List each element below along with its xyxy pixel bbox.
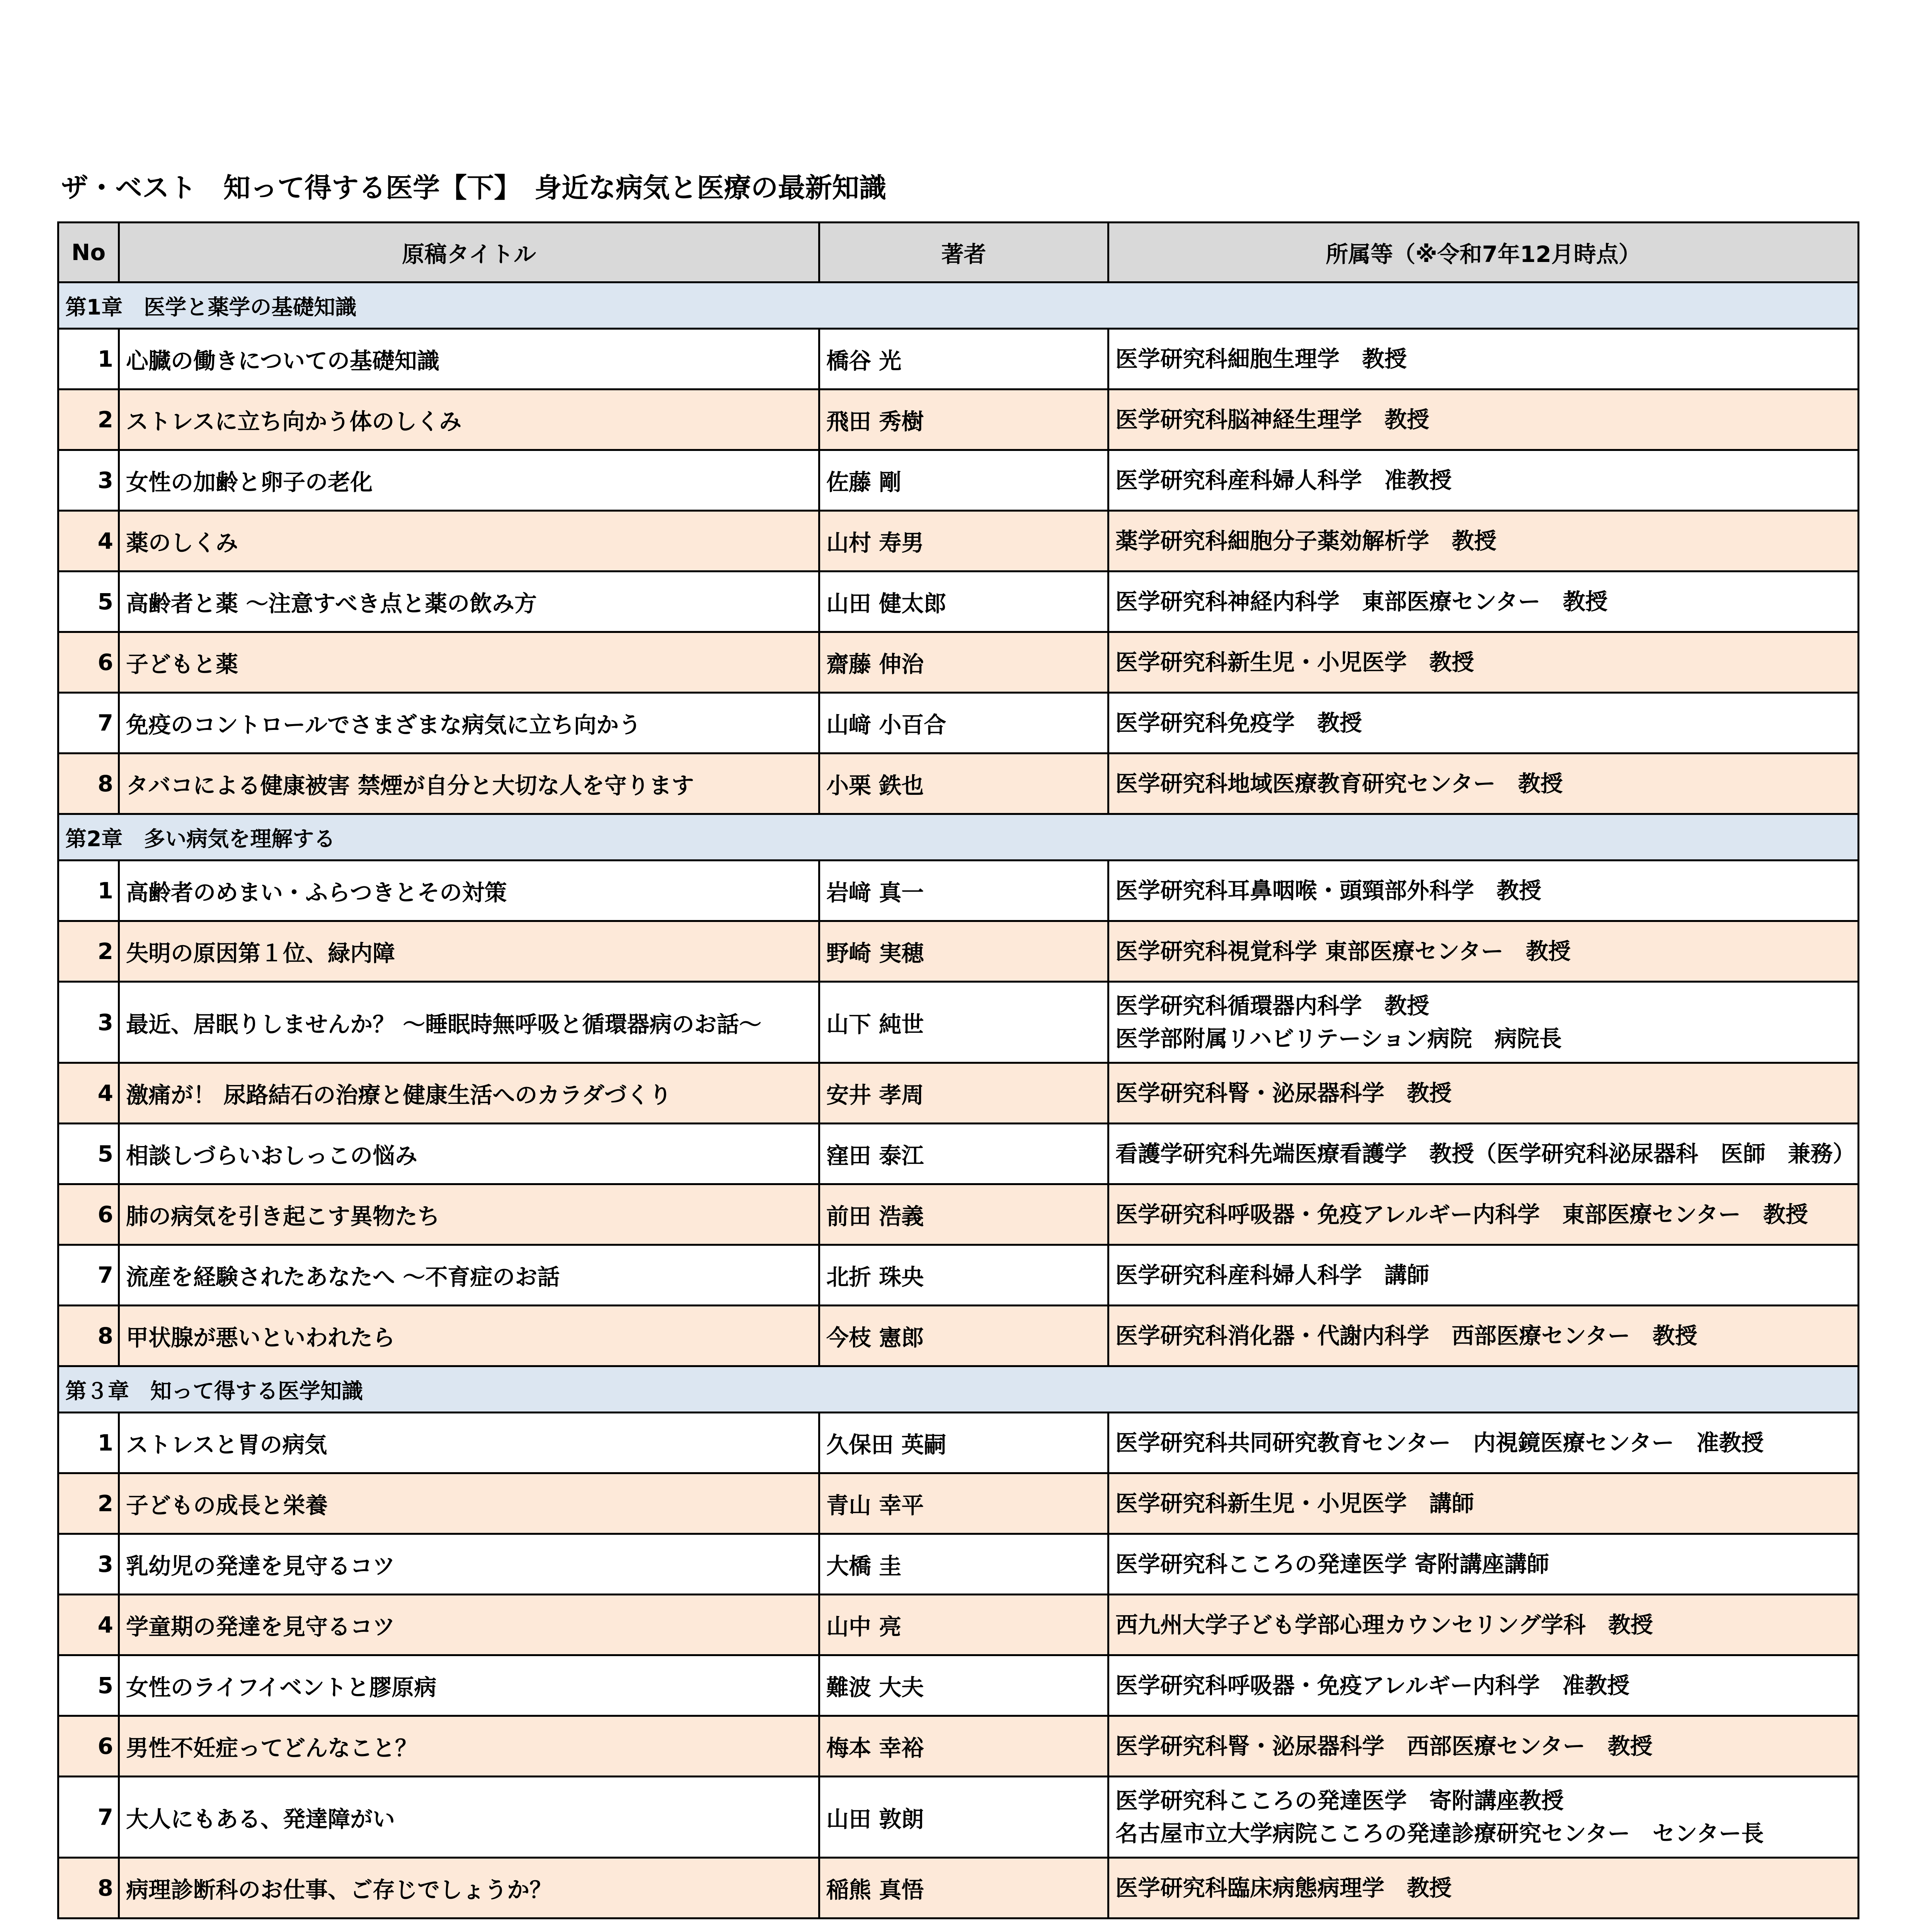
affiliation-line: 西九州大学子ども学部心理カウンセリング学科 教授 [1115, 1611, 1653, 1638]
table-row [58, 1595, 1859, 1655]
header-author: 著者 [819, 223, 1108, 282]
row-title: 流産を経験されたあなたへ ～不育症のお話 [119, 1245, 819, 1306]
row-author: 大橋 圭 [819, 1534, 1108, 1595]
row-affiliation [1108, 1595, 1859, 1655]
row-number: 6 [58, 632, 119, 693]
header-no: No [58, 223, 119, 282]
row-author: 佐藤 剛 [819, 450, 1108, 511]
affiliation-line: 医学部附属リハビリテーション病院 病院長 [1115, 1025, 1562, 1052]
row-title: 子どもと薬 [119, 632, 819, 693]
table-row [58, 861, 1859, 921]
affiliation-line: 医学研究科新生児・小児医学 教授 [1115, 649, 1474, 675]
table-row [58, 1655, 1859, 1716]
table-row [58, 389, 1859, 450]
chapter-heading: 第1章 医学と薬学の基礎知識 [58, 282, 1859, 329]
row-author: 山村 寿男 [819, 511, 1108, 571]
affiliation-line: 医学研究科共同研究教育センター 内視鏡医療センター 准教授 [1115, 1429, 1764, 1456]
table-row [58, 571, 1859, 632]
affiliation-line: 医学研究科産科婦人科学 准教授 [1115, 467, 1452, 493]
row-author: 安井 孝周 [819, 1063, 1108, 1124]
row-title: 免疫のコントロールでさまざまな病気に立ち向かう [119, 693, 819, 753]
affiliation-line: 医学研究科視覚科学 東部医療センター 教授 [1115, 938, 1571, 964]
row-affiliation [1108, 1534, 1859, 1595]
table-row [58, 921, 1859, 982]
row-author: 山下 純世 [819, 982, 1108, 1063]
affiliation-line: 医学研究科こころの発達医学 寄附講座教授 [1115, 1787, 1564, 1814]
row-number: 2 [58, 921, 119, 982]
row-title: 女性の加齢と卵子の老化 [119, 450, 819, 511]
main-table [57, 221, 1859, 1919]
row-number: 6 [58, 1184, 119, 1245]
row-affiliation [1108, 861, 1859, 921]
row-affiliation [1108, 1184, 1859, 1245]
row-title: 男性不妊症ってどんなこと？ [119, 1716, 819, 1777]
row-number: 6 [58, 1716, 119, 1777]
row-number: 3 [58, 982, 119, 1063]
row-author: 梅本 幸裕 [819, 1716, 1108, 1777]
row-affiliation [1108, 1124, 1859, 1184]
row-affiliation [1108, 921, 1859, 982]
row-title: ストレスに立ち向かう体のしくみ [119, 389, 819, 450]
row-affiliation [1108, 1063, 1859, 1124]
row-number: 4 [58, 1595, 119, 1655]
row-affiliation [1108, 982, 1859, 1063]
table-row [58, 1777, 1859, 1858]
table-row [58, 1245, 1859, 1306]
row-title: 女性のライフイベントと膠原病 [119, 1655, 819, 1716]
row-author: 前田 浩義 [819, 1184, 1108, 1245]
row-author: 山﨑 小百合 [819, 693, 1108, 753]
row-title: 大人にもある、発達障がい [119, 1777, 819, 1858]
affiliation-line: 名古屋市立大学病院こころの発達診療研究センター センター長 [1115, 1820, 1764, 1847]
table-row [58, 450, 1859, 511]
row-number: 7 [58, 1777, 119, 1858]
row-affiliation [1108, 329, 1859, 389]
row-number: 8 [58, 753, 119, 814]
row-title: ストレスと胃の病気 [119, 1413, 819, 1473]
row-number: 3 [58, 450, 119, 511]
row-author: 山中 亮 [819, 1595, 1108, 1655]
table-row [58, 982, 1859, 1063]
chapter-row [58, 814, 1859, 861]
row-number: 1 [58, 861, 119, 921]
affiliation-line: 医学研究科呼吸器・免疫アレルギー内科学 准教授 [1115, 1672, 1630, 1699]
row-affiliation [1108, 450, 1859, 511]
row-title: 子どもの成長と栄養 [119, 1473, 819, 1534]
affiliation-line: 医学研究科臨床病態病理学 教授 [1115, 1874, 1452, 1901]
affiliation-line: 医学研究科細胞生理学 教授 [1115, 345, 1407, 372]
row-affiliation [1108, 1655, 1859, 1716]
table-row [58, 632, 1859, 693]
table-row [58, 1858, 1859, 1918]
row-title: 激痛が！ 尿路結石の治療と健康生活へのカラダづくり [119, 1063, 819, 1124]
row-affiliation [1108, 389, 1859, 450]
row-author: 山田 敦朗 [819, 1777, 1108, 1858]
affiliation-line: 看護学研究科先端医療看護学 教授（医学研究科泌尿器科 医師 兼務） [1115, 1140, 1856, 1167]
row-number: 4 [58, 511, 119, 571]
row-number: 3 [58, 1534, 119, 1595]
row-title: 相談しづらいおしっこの悩み [119, 1124, 819, 1184]
table-row [58, 1413, 1859, 1473]
row-author: 橋谷 光 [819, 329, 1108, 389]
table-row [58, 1124, 1859, 1184]
affiliation-line: 医学研究科産科婦人科学 講師 [1115, 1262, 1430, 1288]
row-affiliation [1108, 511, 1859, 571]
row-author: 山田 健太郎 [819, 571, 1108, 632]
row-number: 7 [58, 693, 119, 753]
table-row [58, 1063, 1859, 1124]
row-author: 北折 珠央 [819, 1245, 1108, 1306]
row-affiliation [1108, 1777, 1859, 1858]
row-affiliation [1108, 632, 1859, 693]
page-title: ザ・ベスト 知って得する医学【下】 身近な病気と医療の最新知識 [61, 172, 886, 204]
row-affiliation [1108, 1858, 1859, 1918]
affiliation-line: 医学研究科地域医療教育研究センター 教授 [1115, 770, 1563, 797]
row-title: 病理診断科のお仕事、ご存じでしょうか？ [119, 1858, 819, 1918]
header-title: 原稿タイトル [119, 223, 819, 282]
row-number: 1 [58, 1413, 119, 1473]
affiliation-line: 薬学研究科細胞分子薬効解析学 教授 [1115, 527, 1497, 554]
table-row [58, 1184, 1859, 1245]
row-number: 5 [58, 571, 119, 632]
row-author: 青山 幸平 [819, 1473, 1108, 1534]
row-title: タバコによる健康被害 禁煙が自分と大切な人を守ります [119, 753, 819, 814]
row-number: 5 [58, 1124, 119, 1184]
row-title: 薬のしくみ [119, 511, 819, 571]
affiliation-line: 医学研究科新生児・小児医学 講師 [1115, 1490, 1474, 1517]
table-row [58, 753, 1859, 814]
row-affiliation [1108, 1306, 1859, 1366]
affiliation-line: 医学研究科消化器・代謝内科学 西部医療センター 教授 [1115, 1322, 1697, 1349]
table-row [58, 1716, 1859, 1777]
row-author: 稲熊 真悟 [819, 1858, 1108, 1918]
row-affiliation [1108, 693, 1859, 753]
table-row [58, 1473, 1859, 1534]
row-affiliation [1108, 753, 1859, 814]
row-author: 窪田 泰江 [819, 1124, 1108, 1184]
row-affiliation [1108, 571, 1859, 632]
row-affiliation [1108, 1716, 1859, 1777]
header-affiliation: 所属等（※令和7年12月時点） [1108, 223, 1859, 282]
chapter-heading: 第2章 多い病気を理解する [58, 814, 1859, 861]
row-author: 難波 大夫 [819, 1655, 1108, 1716]
row-number: 8 [58, 1858, 119, 1918]
affiliation-line: 医学研究科免疫学 教授 [1115, 709, 1362, 736]
affiliation-line: 医学研究科耳鼻咽喉・頭頸部外科学 教授 [1115, 877, 1542, 904]
table-row [58, 329, 1859, 389]
row-author: 今枝 憲郎 [819, 1306, 1108, 1366]
row-author: 小栗 鉄也 [819, 753, 1108, 814]
chapter-row [58, 282, 1859, 329]
header-row [58, 223, 1859, 282]
affiliation-line: 医学研究科こころの発達医学 寄附講座講師 [1115, 1551, 1549, 1577]
row-title: 甲状腺が悪いといわれたら [119, 1306, 819, 1366]
row-author: 野崎 実穂 [819, 921, 1108, 982]
row-affiliation [1108, 1413, 1859, 1473]
row-author: 飛田 秀樹 [819, 389, 1108, 450]
row-affiliation [1108, 1473, 1859, 1534]
row-affiliation [1108, 1245, 1859, 1306]
row-author: 齋藤 伸治 [819, 632, 1108, 693]
row-title: 乳幼児の発達を見守るコツ [119, 1534, 819, 1595]
table-row [58, 511, 1859, 571]
row-title: 高齢者と薬 ～注意すべき点と薬の飲み方 [119, 571, 819, 632]
chapter-heading: 第３章 知って得する医学知識 [58, 1366, 1859, 1413]
chapter-row [58, 1366, 1859, 1413]
row-author: 岩﨑 真一 [819, 861, 1108, 921]
row-number: 7 [58, 1245, 119, 1306]
affiliation-line: 医学研究科腎・泌尿器科学 西部医療センター 教授 [1115, 1733, 1653, 1759]
row-title: 心臓の働きについての基礎知識 [119, 329, 819, 389]
row-number: 2 [58, 389, 119, 450]
row-number: 8 [58, 1306, 119, 1366]
row-title: 学童期の発達を見守るコツ [119, 1595, 819, 1655]
row-title: 肺の病気を引き起こす異物たち [119, 1184, 819, 1245]
row-title: 失明の原因第１位、緑内障 [119, 921, 819, 982]
row-number: 5 [58, 1655, 119, 1716]
affiliation-line: 医学研究科脳神経生理学 教授 [1115, 406, 1430, 433]
row-number: 2 [58, 1473, 119, 1534]
affiliation-line: 医学研究科循環器内科学 教授 [1115, 993, 1430, 1019]
table-row [58, 693, 1859, 753]
row-author: 久保田 英嗣 [819, 1413, 1108, 1473]
affiliation-line: 医学研究科腎・泌尿器科学 教授 [1115, 1080, 1452, 1106]
row-title: 最近、居眠りしませんか？ ～睡眠時無呼吸と循環器病のお話～ [119, 982, 819, 1063]
affiliation-line: 医学研究科神経内科学 東部医療センター 教授 [1115, 588, 1608, 615]
row-number: 1 [58, 329, 119, 389]
table-row [58, 1534, 1859, 1595]
row-title: 高齢者のめまい・ふらつきとその対策 [119, 861, 819, 921]
affiliation-line: 医学研究科呼吸器・免疫アレルギー内科学 東部医療センター 教授 [1115, 1201, 1808, 1228]
row-number: 4 [58, 1063, 119, 1124]
table-row [58, 1306, 1859, 1366]
